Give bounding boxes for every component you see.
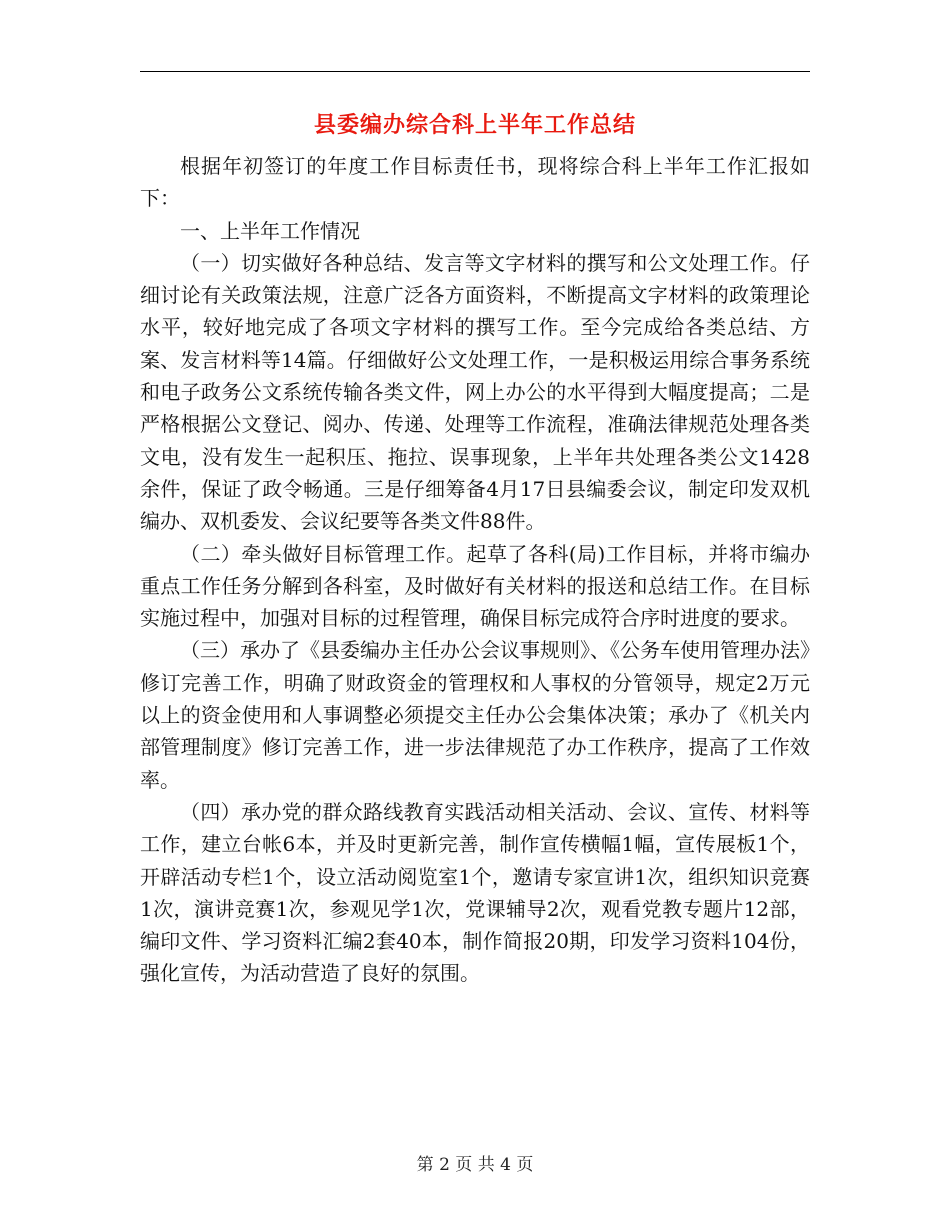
document-title: 县委编办综合科上半年工作总结 <box>313 113 636 138</box>
paragraph-item-4: （四）承办党的群众路线教育实践活动相关活动、会议、宣传、材料等工作，建立台帐6本，并及时更新完善，制作宣传横幅1幅，宣传展板1个，开辟活动专栏1个，设立活动阅览室1个，邀请专家宣讲1次，组织知识竞赛1次，演讲竞赛1次，参观见学1次，党课辅导2次，观看党教专题片12部，编印文件、学习资料汇编2套40本，制作简报20期，印发学习资料104份，强化宣传，为活动营造了良好的氛围。 <box>140 799 810 986</box>
document-body <box>140 150 810 990</box>
intro-paragraph: 根据年初签订的年度工作目标责任书，现将综合科上半年工作汇报如下： <box>140 154 810 211</box>
section-heading: 一、上半年工作情况 <box>180 218 360 243</box>
paragraph-item-1: （一）切实做好各种总结、发言等文字材料的撰写和公文处理工作。仔细讨论有关政策法规，注意广泛各方面资料，不断提高文字材料的政策理论水平，较好地完成了各项文字材料的撰写工作。至今完成给各类总结、方案、发言材料等14篇。仔细做好公文处理工作，一是积极运用综合事务系统和电子政务公文系统传输各类文件，网上办公的水平得到大幅度提高；二是严格根据公文登记、阅办、传递、处理等工作流程，准确法律规范处理各类文电，没有发生一起积压、拖拉、误事现象，上半年共处理各类公文1428余件，保证了政令畅通。三是仔细筹备4月17日县编委会议，制定印发双机编办、双机委发、会议纪要等各类文件88件。 <box>140 250 810 534</box>
page-number: 第 2 页 共 4 页 <box>416 1155 534 1175</box>
paragraph-item-2: （二）牵头做好目标管理工作。起草了各科(局)工作目标，并将市编办重点工作任务分解到各科室，及时做好有关材料的报送和总结工作。在目标实施过程中，加强对目标的过程管理，确保目标完成符合序时进度的要求。 <box>140 541 810 631</box>
paragraph-item-3: （三）承办了《县委编办主任办公会议事规则》、《公务车使用管理办法》修订完善工作，明确了财政资金的管理权和人事权的分管领导，规定2万元以上的资金使用和人事调整必须提交主任办公会集体决策；承办了《机关内部管理制度》修订完善工作，进一步法律规范了办工作秩序，提高了工作效率。 <box>140 638 810 792</box>
header-rule <box>140 71 810 72</box>
